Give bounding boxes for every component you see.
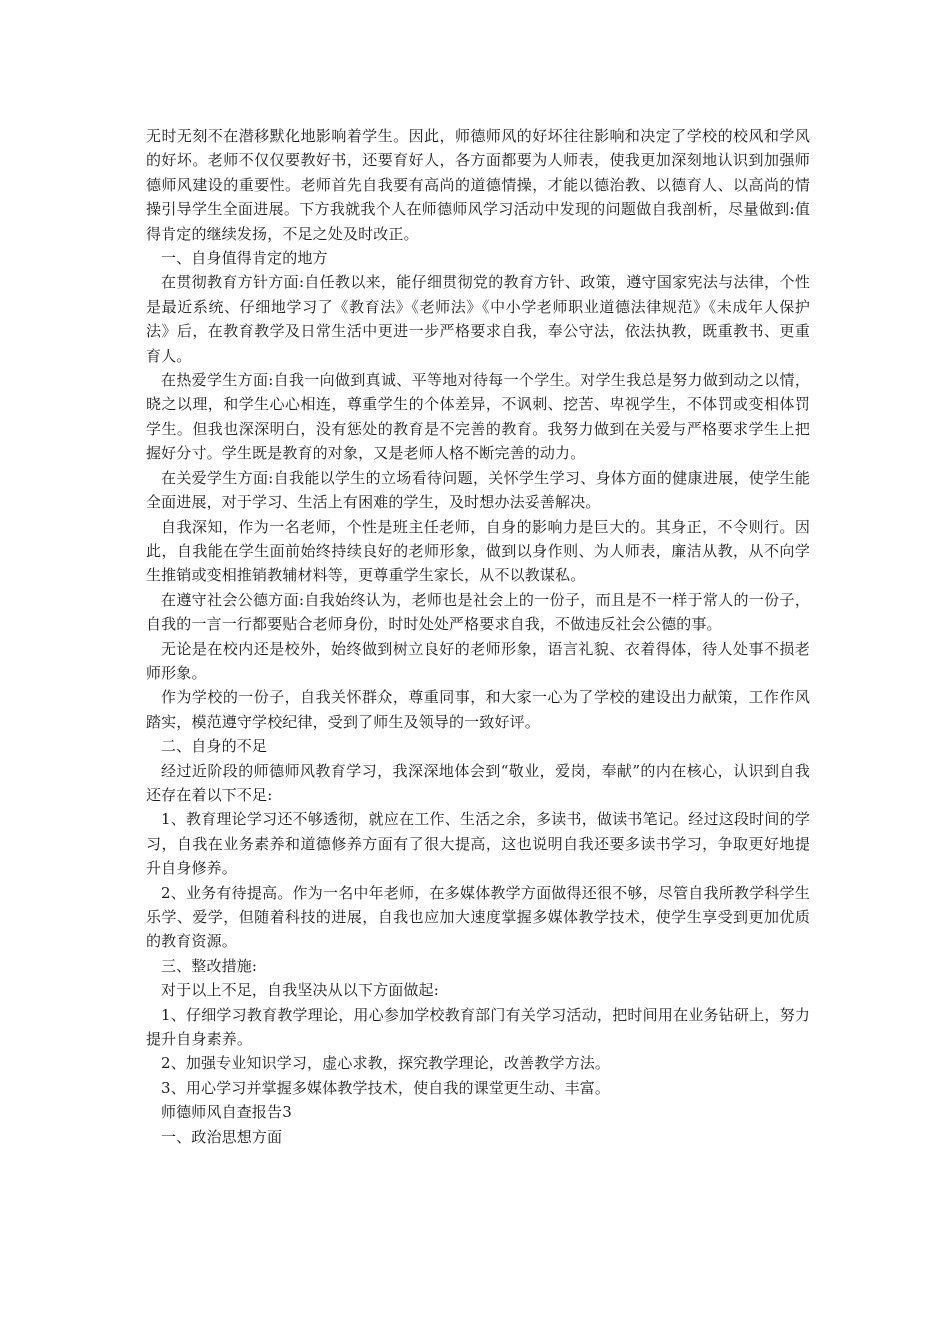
paragraph-measure-3: 3、用心学习并掌握多媒体教学技术，使自我的课堂更生动、丰富。 [161, 1078, 611, 1097]
paragraph-measures-intro: 对于以上不足，自我坚决从以下方面做起: [161, 981, 439, 1000]
paragraph-love-students: 在热爱学生方面:自我一向做到真诚、平等地对待每一个学生。对学生我总是努力做到动之以情，晓之以理，和学生心心相连，尊重学生的个体差异，不讽刺、挖苦、卑视学生，不体罚或变相体罚学生。但我也深深明白，没有惩处的教育是不完善的教育。我努力做到在关爱与严格要求学生上把握好分寸。学生既是教育的对象，又是老师人格不断完善的动力。 [146, 371, 810, 463]
document-page [146, 124, 810, 1149]
paragraph-shortcoming-1: 1、教育理论学习还不够透彻，就应在工作、生活之余，多读书，做读书笔记。经过这段时间的学习，自我在业务素养和道德修养方面有了很大提高，这也说明自我还要多读书学习，争取更好地提升自身修养。 [146, 810, 810, 878]
report-title-3: 师德师风自查报告3 [161, 1103, 292, 1122]
paragraph-social-morality: 在遵守社会公德方面:自我始终认为，老师也是社会上的一份子，而且是不一样于常人的一份子，自我的一言一行都要贴合老师身份，时时处处严格要求自我，不做违反社会公德的事。 [146, 590, 810, 634]
section-heading-3: 三、整改措施: [161, 956, 258, 975]
section-heading-politics: 一、政治思想方面 [161, 1127, 283, 1146]
paragraph-teacher-image: 无论是在校内还是校外，始终做到树立良好的老师形象，语言礼貌、衣着得体，待人处事不损老师形象。 [146, 639, 810, 682]
paragraph-measure-1: 1、仔细学习教育教学理论，用心参加学校教育部门有关学习活动，把时间用在业务钻研上，努力提升自身素养。 [146, 1005, 810, 1049]
paragraph-education-policy: 在贯彻教育方针方面:自任教以来，能仔细贯彻党的教育方针、政策，遵守国家宪法与法律，个性是最近系统、仔细地学习了《教育法》《老师法》《中小学老师职业道德法律规范》《未成年人保护法》后，在教育教学及日常生活中更进一步严格要求自我，奉公守法，依法执教，既重教书、更重育人。 [146, 273, 810, 365]
paragraph-care-students: 在关爱学生方面:自我能以学生的立场看待问题，关怀学生学习、身体方面的健康进展，使学生能全面进展，对于学习、生活上有困难的学生，及时想办法妥善解决。 [146, 468, 810, 512]
paragraph-shortcomings-intro: 经过近阶段的师德师风教育学习，我深深地体会到“敬业，爱岗，奉献”的内在核心，认识到自我还存在着以下不足: [146, 761, 810, 804]
paragraph-intro: 无时无刻不在潜移默化地影响着学生。因此，师德师风的好坏往往影响和决定了学校的校风和学风的好坏。老师不仅仅要教好书，还要育好人，各方面都要为人师表，使我更加深刻地认识到加强师德师风建设的重要性。老师首先自我要有高尚的道德情操，才能以德治教、以德育人、以高尚的情操引导学生全面进展。下方我就我个人在师德师风学习活动中发现的问题做自我剖析，尽量做到:值得肯定的继续发扬，不足之处及时改正。 [146, 127, 810, 243]
section-heading-2: 二、自身的不足 [161, 737, 268, 756]
paragraph-school-member: 作为学校的一份子，自我关怀群众，尊重同事，和大家一心为了学校的建设出力献策，工作作风踏实，模范遵守学校纪律，受到了师生及领导的一致好评。 [146, 688, 810, 731]
paragraph-self-awareness: 自我深知，作为一名老师，个性是班主任老师，自身的影响力是巨大的。其身正，不令则行。因此，自我能在学生面前始终持续良好的老师形象，做到以身作则、为人师表，廉洁从教，从不向学生推销或变相推销教辅材料等，更尊重学生家长，从不以教谋私。 [146, 517, 810, 585]
paragraph-measure-2: 2、加强专业知识学习，虚心求教，探究教学理论，改善教学方法。 [161, 1054, 611, 1073]
section-heading-1: 一、自身值得肯定的地方 [161, 249, 328, 268]
paragraph-shortcoming-2: 2、业务有待提高。作为一名中年老师，在多媒体教学方面做得还很不够，尽管自我所教学科学生乐学、爱学，但随着科技的进展，自我也应加大速度掌握多媒体教学技术，使学生享受到更加优质的教育资源。 [146, 883, 810, 951]
